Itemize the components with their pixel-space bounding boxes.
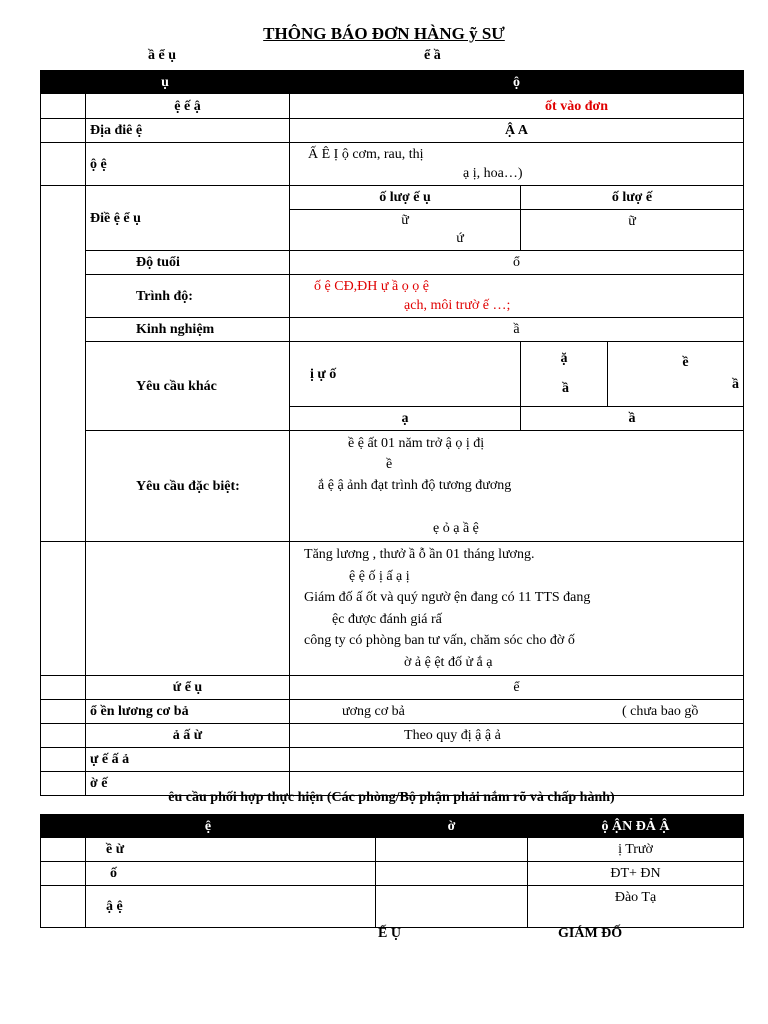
dept-cell: ị Trườ: [528, 838, 744, 862]
quantity-head: ố lượ ế ụ: [290, 186, 521, 210]
row-label: ờ ế: [86, 772, 290, 796]
row-label: Điề ệ ể ụ: [86, 186, 290, 251]
row-value: ốt vào đơn: [290, 94, 744, 119]
row-label: ệ ế ậ: [86, 94, 290, 119]
header-task: ệ: [41, 815, 376, 838]
table-row: [41, 431, 744, 542]
row-label: ộ ệ: [86, 143, 290, 186]
task-cell: ậ ệ: [86, 886, 376, 928]
task-cell: ố: [86, 862, 376, 886]
row-value-line: Ấ Ê Ị ộ cơm, rau, thị: [308, 147, 424, 162]
row-label: ả ấ ừ: [86, 724, 290, 748]
table-row: [41, 748, 744, 772]
coordination-table: [40, 814, 744, 928]
table-row: [41, 94, 744, 119]
coordination-section-title: êu cầu phối hợp thực hiện (Các phòng/Bộ phận phải nắm rõ và chấp hành): [168, 790, 615, 805]
quantity-value-line: ữ: [401, 213, 409, 228]
table-row: [41, 143, 744, 186]
row-value: ầ: [290, 318, 744, 342]
time-cell: [376, 862, 528, 886]
quantity-value: [290, 210, 521, 251]
row-value-line: Giám đố ấ ốt và quý ngườ ện đang có 11 TTS đang: [304, 590, 591, 605]
row-value: Ậ A: [290, 119, 744, 143]
header-dept: ộ ẬN ĐẢ Ậ: [528, 815, 744, 838]
header-content: ộ: [290, 71, 744, 94]
row-label: Kinh nghiệm: [86, 318, 290, 342]
row-label: Yêu cầu đặc biệt:: [86, 431, 290, 542]
row-value: [290, 275, 744, 318]
table-row: [41, 542, 744, 676]
table-row: [41, 275, 744, 318]
row-value: [290, 700, 744, 724]
row-value-line: ệ ệ ố ị ấ ạ ị: [349, 568, 410, 584]
row-value-line: công ty có phòng ban tư vấn, chăm sóc cho đờ ố: [304, 633, 575, 648]
row-value: [290, 748, 744, 772]
row-label: Trình độ:: [86, 275, 290, 318]
quantity-value-line: ứ: [456, 231, 464, 246]
quantity-head: ố lượ ế: [521, 186, 744, 210]
table-row: [41, 700, 744, 724]
row-value: [290, 431, 744, 542]
row-value-line: ạch, môi trườ ế …;: [404, 298, 511, 313]
table-row: [41, 186, 744, 210]
dept-cell: ĐT+ ĐN: [528, 862, 744, 886]
document-title: THÔNG BÁO ĐƠN HÀNG ỹ SƯ: [263, 24, 505, 43]
other-req-1: ị ự ố: [290, 342, 521, 407]
subline-left: ầ ể ụ: [148, 48, 176, 63]
other-req-line: ề: [682, 355, 689, 370]
other-req-2: [521, 342, 608, 407]
table-header-row: [41, 71, 744, 94]
row-label: Địa điê ệ: [86, 119, 290, 143]
row-label: Yêu cầu khác: [86, 342, 290, 431]
row-label: [86, 542, 290, 676]
row-value-line: ề: [386, 457, 393, 472]
table-row: [41, 862, 744, 886]
row-value-line: Tăng lương , thưở ầ ỗ ần 01 tháng lương.: [304, 547, 535, 562]
dept-cell: Đào Tạ: [528, 886, 744, 928]
row-value-line: ố ệ CĐ,ĐH ự ầ ọ ọ ệ: [314, 279, 429, 294]
other-req-line: ầ: [732, 377, 740, 392]
other-req-line: ầ: [562, 381, 570, 396]
table-row: [41, 251, 744, 275]
order-info-table: [40, 70, 744, 796]
other-req-3: [608, 342, 744, 407]
row-value: [290, 542, 744, 676]
row-value-line: ờ ả ệ ệt đố ử ắ ạ: [404, 654, 493, 670]
row-label: ự ế ấ ả: [86, 748, 290, 772]
row-value: ổ: [290, 251, 744, 275]
row-value: ể: [290, 676, 744, 700]
row-value-right: ( chưa bao gồ: [622, 704, 699, 719]
row-label: ổ ền lương cơ bả: [86, 700, 290, 724]
subline-right: ể ầ: [424, 48, 441, 63]
other-req-bottom-left: ạ: [290, 407, 521, 431]
row-value: [290, 143, 744, 186]
row-label: Độ tuổi: [86, 251, 290, 275]
table-row: [41, 318, 744, 342]
time-cell: [376, 838, 528, 862]
other-req-line: ặ: [560, 351, 568, 366]
table-row: [41, 119, 744, 143]
table-row: [41, 886, 744, 928]
coordination-header-row: [41, 815, 744, 838]
signature-left: Ế Ụ: [378, 926, 401, 941]
header-time: ờ: [376, 815, 528, 838]
row-label: ứ ể ụ: [86, 676, 290, 700]
row-value: Theo quy đị ậ ậ ả: [290, 724, 744, 748]
row-value-line: ạ ị, hoa…): [463, 166, 523, 181]
signature-right: GIÁM ĐỐ: [558, 926, 623, 941]
table-row: [41, 342, 744, 407]
row-value-line: ắ ệ ậ ảnh đạt trình độ tương đương: [318, 478, 512, 493]
quantity-value: ữ: [521, 210, 744, 251]
table-row: [41, 724, 744, 748]
row-value-left: ương cơ bả: [342, 704, 405, 719]
row-value-line: ẹ ỏ ạ ầ ệ: [433, 521, 479, 536]
time-cell: [376, 886, 528, 928]
table-row: [41, 676, 744, 700]
other-req-bottom-right: ầ: [521, 407, 744, 431]
header-item: ụ: [41, 71, 290, 94]
row-value-line: ề ệ ất 01 năm trở ậ ọ ị đị: [348, 436, 485, 451]
row-value-line: ệc được đánh giá rấ: [332, 611, 442, 627]
table-row: [41, 838, 744, 862]
task-cell: ề ừ: [86, 838, 376, 862]
